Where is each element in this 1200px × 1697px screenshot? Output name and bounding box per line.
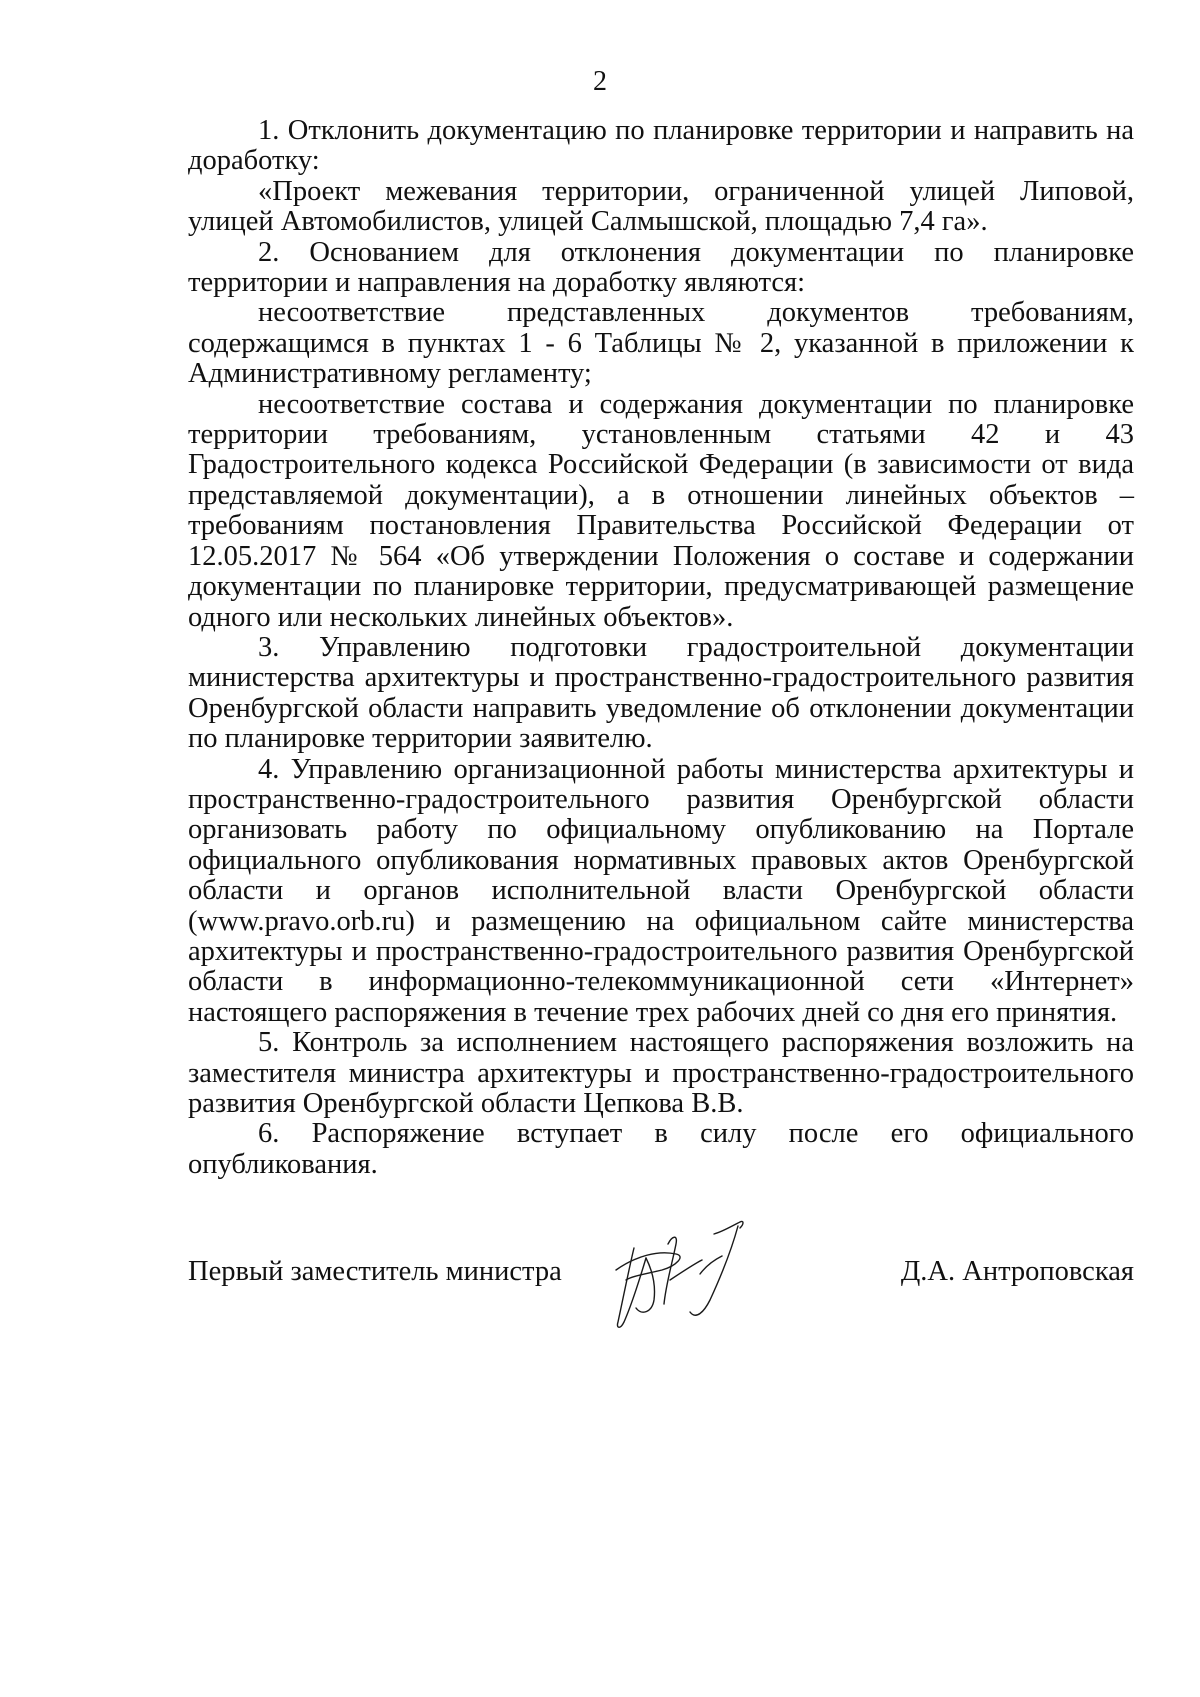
handwritten-signature-icon — [606, 1204, 766, 1334]
paragraph-2-reason-2: несоответствие состава и содержания документации по планировке территории требованиям, установленным статьями 42 и 43 Градостроительного кодекса Российской Федерации (в зависимости от вида представляемой документации), а в отношении линейных объектов – требованиям постановления Правительства Российской Федерации от 12.05.2017 № 564 «Об утверждении Положения о составе и содержании документации по планировке территории, предусматривающей размещение одного или нескольких линейных объектов». — [188, 388, 1134, 633]
paragraph-2-reason-1: несоответствие представленных документов требованиям, содержащимся в пунктах 1 - 6 Таблицы № 2, указанной в приложении к Административному регламенту; — [188, 297, 1134, 390]
signatory-position: Первый заместитель министра — [188, 1256, 562, 1287]
signatory-name: Д.А. Антроповская — [900, 1256, 1134, 1287]
paragraph-5: 5. Контроль за исполнением настоящего распоряжения возложить на заместителя министра архитектуры и пространственно-градостроительного развития Оренбургской области Цепкова В.В. — [188, 1027, 1134, 1119]
paragraph-6: 6. Распоряжение вступает в силу после его официального опубликования. — [188, 1118, 1134, 1180]
paragraph-1: 1. Отклонить документацию по планировке территории и направить на доработку: — [188, 115, 1134, 177]
document-body — [188, 116, 1134, 1180]
page-number: 2 — [593, 66, 607, 97]
paragraph-3: 3. Управлению подготовки градостроительной документации министерства архитектуры и пространственно-градостроительного развития Оренбургской области направить уведомление об отклонении документации по планировке территории заявителю. — [188, 631, 1134, 755]
paragraph-4: 4. Управлению организационной работы министерства архитектуры и пространственно-градостроительного развития Оренбургской области организовать работу по официальному опубликованию на Портале официального опубликования нормативных правовых актов Оренбургской области и органов исполнительной власти Оренбургской области (www.pravo.orb.ru) и размещению на официальном сайте министерства архитектуры и пространственно-градостроительного развития Оренбургской области в информационно-телекоммуникационной сети «Интернет» настоящего распоряжения в течение трех рабочих дней со дня его принятия. — [188, 753, 1134, 1028]
paragraph-project-title: «Проект межевания территории, ограниченной улицей Липовой, улицей Автомобилистов, улицей Салмышской, площадью 7,4 га». — [188, 175, 1134, 238]
paragraph-2: 2. Основанием для отклонения документации по планировке территории и направления на доработку являются: — [188, 236, 1134, 299]
